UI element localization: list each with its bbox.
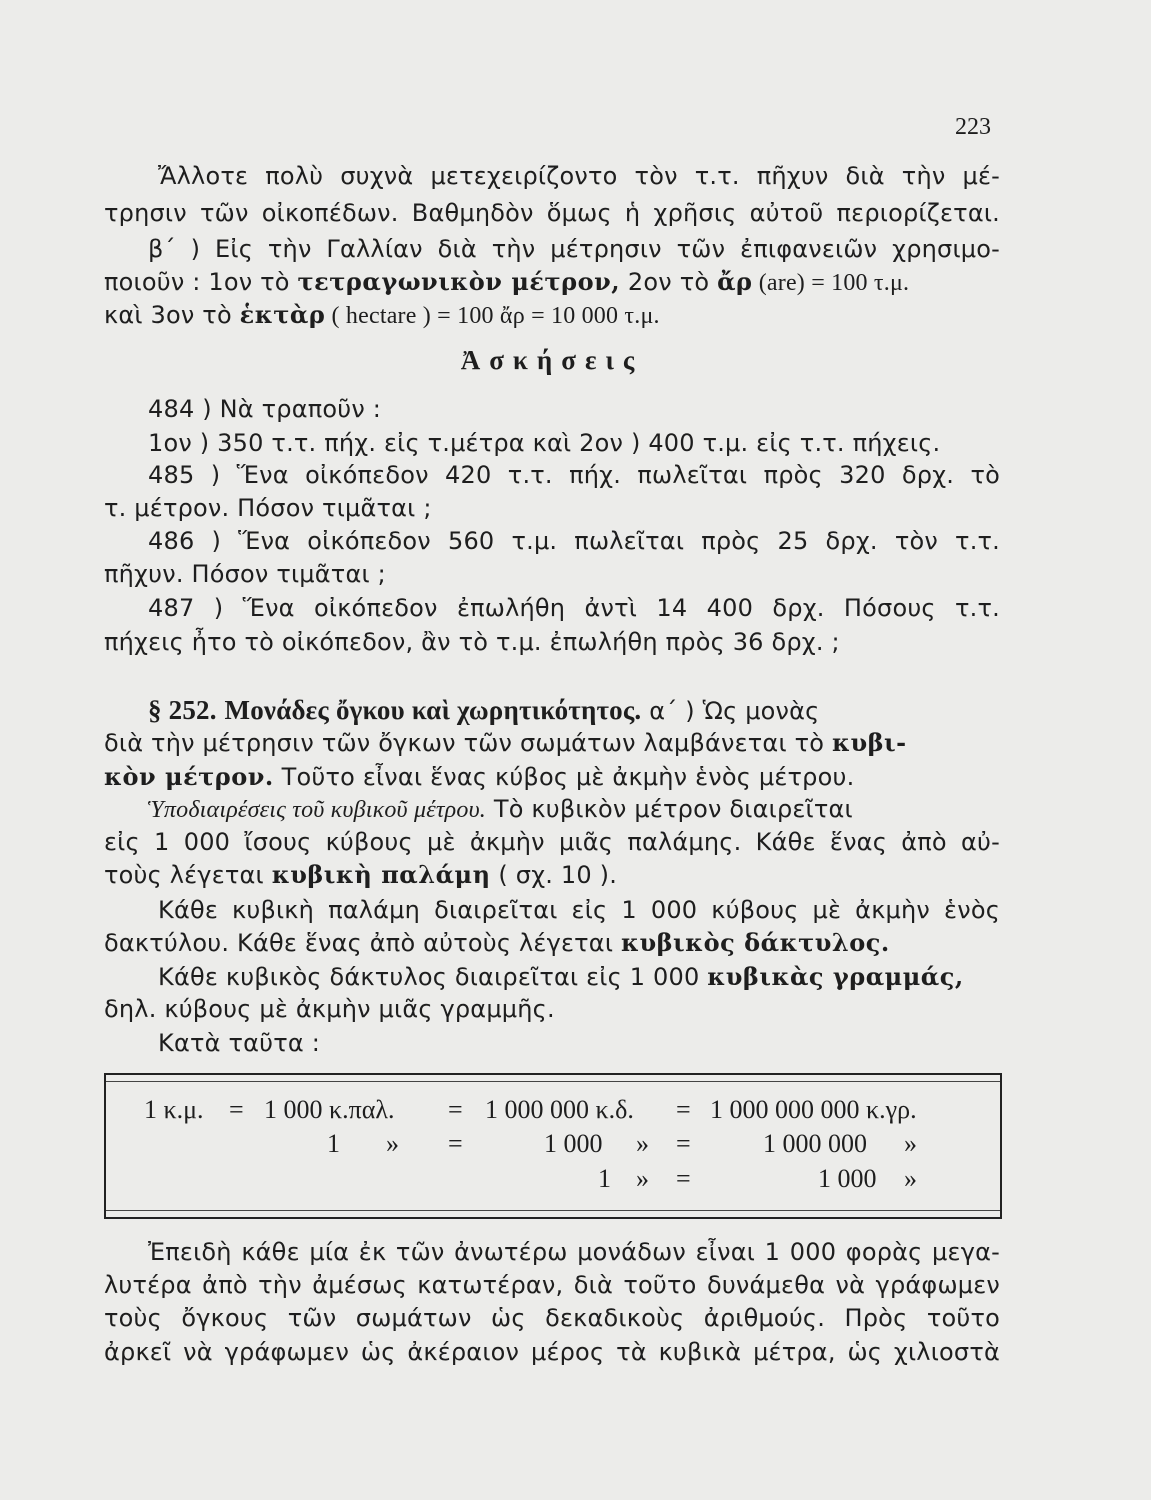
text-line: καὶ 3ον τὸ ἑκτὰρ ( hectare ) = 100 ἄρ = 10 000 τ.μ.: [104, 300, 660, 329]
text-line: ἀρκεῖ νὰ γράφωμεν ὡς ἀκέραιον μέρος τὰ κυβικὰ μέτρα, ὡς χιλιοστὰ: [104, 1338, 1000, 1366]
section-252-heading: § 252. Μονάδες ὄγκου καὶ χωρητικότητος. α΄ ) Ὡς μονὰς: [148, 695, 820, 725]
text-line: πήχεις ἦτο τὸ οἰκόπεδον, ἂν τὸ τ.μ. ἐπωλήθη πρὸς 36 δρχ. ;: [104, 628, 840, 656]
text-line: ποιοῦν : 1ον τὸ τετραγωνικὸν μέτρον, 2ον τὸ ἄρ (are) = 100 τ.μ.: [104, 267, 910, 296]
text-line: Κάθε κυβικὴ παλάμη διαιρεῖται εἰς 1 000 κύβους μὲ ἀκμὴν ἑνὸς: [158, 896, 1000, 924]
table-cell: =: [676, 1095, 691, 1124]
table-cell: =: [676, 1129, 691, 1158]
text-line: Κάθε κυβικὸς δάκτυλος διαιρεῖται εἰς 1 000 κυβικὰς γραμμάς,: [158, 962, 964, 991]
exercise-487: 487 ) Ἕνα οἰκόπεδον ἐπωλήθη ἀντὶ 14 400 δρχ. Πόσους τ.τ.: [148, 594, 1000, 622]
table-cell: 1 000 000 κ.δ.: [485, 1095, 634, 1124]
table-cell: »: [904, 1164, 917, 1193]
text-line: λυτέρα ἀπὸ τὴν ἀμέσως κατωτέραν, διὰ τοῦτο δυνάμεθα νὰ γράφωμεν: [104, 1271, 1000, 1299]
text-line: Κατὰ ταῦτα :: [158, 1029, 320, 1057]
text-line: τοὺς λέγεται κυβικὴ παλάμη ( σχ. 10 ).: [104, 860, 618, 889]
table-cell: 1 000 κ.παλ.: [264, 1095, 395, 1124]
text-line: Ἄλλοτε πολὺ συχνὰ μετεχειρίζοντο τὸν τ.τ. πῆχυν διὰ τὴν μέ-: [158, 162, 1000, 190]
table-cell: =: [676, 1164, 691, 1193]
exercise-486: 486 ) Ἕνα οἰκόπεδον 560 τ.μ. πωλεῖται πρὸς 25 δρχ. τὸν τ.τ.: [148, 527, 1000, 555]
bold-term: κυβικὸς δάκτυλος.: [620, 928, 890, 957]
text-line: πῆχυν. Πόσον τιμᾶται ;: [104, 560, 386, 588]
table-cell: 1 000 000 000 κ.γρ.: [710, 1095, 917, 1124]
text-line: διὰ τὴν μέτρησιν τῶν ὄγκων τῶν σωμάτων λαμβάνεται τὸ κυβι-: [104, 728, 907, 757]
table-cell: 1: [598, 1164, 611, 1193]
table-cell: 1: [327, 1129, 340, 1158]
bold-term: κυβι-: [831, 728, 907, 757]
italic-subheading: Ὑποδιαιρέσεις τοῦ κυβικοῦ μέτρου.: [148, 797, 487, 823]
exercise-485: 485 ) Ἕνα οἰκόπεδον 420 τ.τ. πήχ. πωλεῖται πρὸς 320 δρχ. τὸ: [148, 461, 1000, 489]
table-cell: »: [636, 1129, 649, 1158]
bold-term: ἑκτὰρ: [239, 300, 326, 329]
exercise-484: 484 ) Νὰ τραποῦν :: [148, 395, 382, 423]
table-cell: =: [229, 1095, 244, 1124]
section-title: Μονάδες ὄγκου καὶ χωρητικότητος.: [224, 695, 642, 725]
bold-term: κὸν μέτρον.: [104, 762, 274, 791]
text-line: εἰς 1 000 ἴσους κύβους μὲ ἀκμὴν μιᾶς παλάμης. Κάθε ἕνας ἀπὸ αὐ-: [104, 828, 1000, 856]
page-number: 223: [955, 114, 991, 140]
text-line: δακτύλου. Κάθε ἕνας ἀπὸ αὐτοὺς λέγεται κυβικὸς δάκτυλος.: [104, 928, 890, 957]
text-line: 1ον ) 350 τ.τ. πήχ. εἰς τ.μέτρα καὶ 2ον ) 400 τ.μ. εἰς τ.τ. πήχεις.: [148, 429, 941, 457]
text-line: κὸν μέτρον. Τοῦτο εἶναι ἕνας κύβος μὲ ἀκμὴν ἑνὸς μέτρου.: [104, 762, 855, 791]
text-line: Ὑποδιαιρέσεις τοῦ κυβικοῦ μέτρου. Τὸ κυβικὸν μέτρον διαιρεῖται: [148, 795, 853, 823]
text-line: δηλ. κύβους μὲ ἀκμὴν μιᾶς γραμμῆς.: [104, 995, 555, 1023]
bold-term: ἄρ: [717, 267, 753, 296]
bold-term: κυβικὰς γραμμάς,: [707, 962, 964, 991]
table-cell: 1 000: [544, 1129, 603, 1158]
text-line: τ. μέτρον. Πόσον τιμᾶται ;: [104, 494, 432, 522]
table-cell: =: [448, 1095, 463, 1124]
table-cell: 1 000 000: [763, 1129, 867, 1158]
text-line: Ἐπειδὴ κάθε μία ἐκ τῶν ἀνωτέρω μονάδων εἶναι 1 000 φορὰς μεγα-: [148, 1238, 1000, 1266]
table-cell: »: [636, 1164, 649, 1193]
exercises-heading: Ἀσκήσεις: [460, 345, 644, 375]
text-line: τρησιν τῶν οἰκοπέδων. Βαθμηδὸν ὅμως ἡ χρῆσις αὐτοῦ περιορίζεται.: [104, 199, 1000, 227]
conversion-table: [104, 1073, 1002, 1219]
bold-term: κυβικὴ παλάμη: [271, 860, 491, 889]
table-cell: 1 κ.μ.: [144, 1095, 204, 1124]
bold-term: τετραγωνικὸν μέτρον,: [297, 267, 621, 296]
table-cell: »: [904, 1129, 917, 1158]
text-line: β΄ ) Εἰς τὴν Γαλλίαν διὰ τὴν μέτρησιν τῶν ἐπιφανειῶν χρησιμο-: [148, 235, 1000, 263]
table-cell: =: [448, 1129, 463, 1158]
table-cell: »: [386, 1129, 399, 1158]
table-cell: 1 000: [818, 1164, 877, 1193]
text-line: τοὺς ὄγκους τῶν σωμάτων ὡς δεκαδικοὺς ἀριθμούς. Πρὸς τοῦτο: [104, 1304, 1000, 1332]
